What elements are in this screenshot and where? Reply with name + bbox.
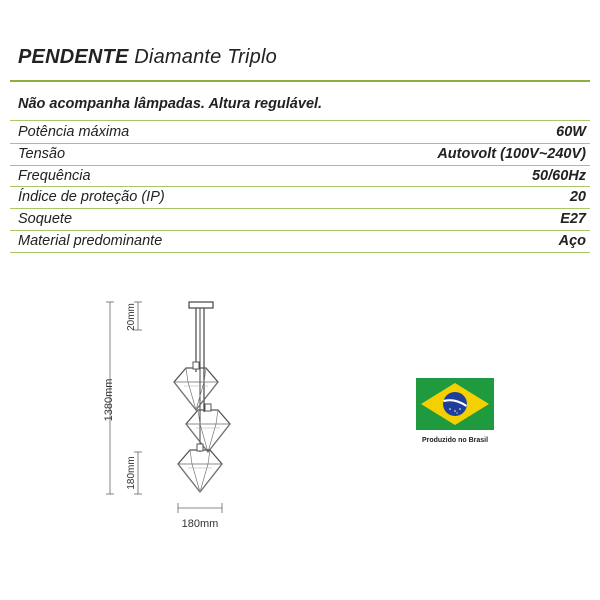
diamond-shade-bottom bbox=[178, 444, 222, 492]
spec-value: Autovolt (100V~240V) bbox=[437, 146, 586, 162]
spec-label: Frequência bbox=[18, 168, 91, 184]
dim-shade-width: 180mm bbox=[181, 518, 219, 530]
spec-value: 50/60Hz bbox=[531, 168, 586, 184]
row-divider bbox=[10, 252, 590, 253]
pendant-technical-drawing bbox=[100, 290, 260, 535]
dim-shade-height: 180mm bbox=[126, 456, 137, 490]
spec-row-material bbox=[18, 230, 586, 252]
spec-label: Tensão bbox=[18, 146, 66, 162]
diamond-shade-middle bbox=[186, 404, 230, 452]
diamond-shade-top bbox=[174, 362, 218, 410]
product-title bbox=[18, 46, 277, 69]
spec-row-ip bbox=[18, 186, 586, 208]
spec-value: E27 bbox=[560, 211, 586, 227]
product-title-rest: Diamante Triplo bbox=[134, 46, 277, 68]
spec-label: Soquete bbox=[18, 211, 73, 227]
spec-row-frequency bbox=[18, 165, 586, 187]
spec-label: Material predominante bbox=[18, 233, 163, 249]
dim-total-height: 1380mm bbox=[103, 378, 115, 422]
product-note: Não acompanha lâmpadas. Altura regulável. bbox=[18, 96, 323, 112]
badge-caption: Produzido no Brasil bbox=[421, 437, 489, 444]
spec-value: 60W bbox=[556, 124, 586, 140]
spec-value: 20 bbox=[569, 189, 586, 205]
brazil-flag-icon bbox=[416, 378, 494, 430]
made-in-brazil-badge bbox=[415, 378, 495, 444]
dim-top-gap: 20mm bbox=[126, 303, 137, 331]
product-title-bold: PENDENTE bbox=[18, 46, 129, 68]
canopy-plate bbox=[189, 302, 213, 308]
spec-row-socket bbox=[18, 208, 586, 230]
spec-row-voltage bbox=[18, 143, 586, 165]
spec-label: Potência máxima bbox=[18, 124, 130, 140]
title-divider bbox=[10, 80, 590, 82]
spec-label: Índice de proteção (IP) bbox=[18, 189, 165, 205]
spec-value: Aço bbox=[558, 233, 586, 249]
spec-row-power bbox=[18, 121, 586, 143]
